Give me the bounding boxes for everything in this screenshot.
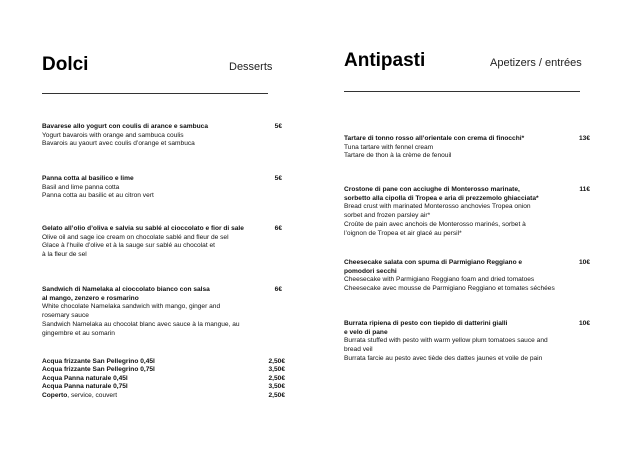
dessert-desc-fr: Bavarois au yaourt avec coulis d’orange et sambuca xyxy=(42,140,195,148)
drink-row xyxy=(42,358,285,366)
dessert-price: 6€ xyxy=(274,286,282,293)
cover-charge-extra: , service, couvert xyxy=(67,391,118,399)
dessert-desc-en: Yogurt bavarois with orange and sambuca coulis xyxy=(42,131,184,139)
dolci-title: Dolci xyxy=(42,54,89,75)
appetizer-price: 10€ xyxy=(578,259,590,266)
antipasti-divider xyxy=(344,91,580,92)
dessert-desc-fr: Panna cotta au basilic et au citron vert xyxy=(42,192,154,200)
dessert-desc-en: White chocolate Namelaka sandwich with mango, ginger and xyxy=(42,303,221,311)
drink-price: 2,50€ xyxy=(268,374,285,382)
dessert-desc-fr: Sandwich Namelaka au chocolat blanc avec sauce à la mangue, au xyxy=(42,320,240,328)
drink-name: Acqua Panna naturale 0,45l xyxy=(42,374,128,382)
appetizer-name: e velo di pane xyxy=(344,328,388,336)
dessert-name: Gelato all’olio d’oliva e salvia su sablé al cioccolato e fior di sale xyxy=(42,225,244,232)
dessert-item xyxy=(42,225,282,260)
appetizer-desc-en: Tuna tartare with fennel cream xyxy=(344,143,434,151)
appetizer-desc-fr: l’oignon de Tropea et air glacé au persil* xyxy=(344,229,462,237)
drink-name: Acqua Panna naturale 0,75l xyxy=(42,383,128,391)
drink-name: Coperto xyxy=(42,391,68,399)
dessert-desc-fr: gingembre et au somarin xyxy=(42,329,115,337)
appetizer-desc-en: bread veil xyxy=(344,346,373,354)
dessert-desc-en: Olive oil and sage ice cream on chocolate sablé and fleur de sel xyxy=(42,233,229,241)
dessert-name: al mango, zenzero e rosmarino xyxy=(42,294,139,302)
appetizer-name: Crostone di pane con acciughe di Monterosso marinate, xyxy=(344,186,520,193)
appetizer-price: 13€ xyxy=(578,135,590,142)
dolci-divider xyxy=(42,93,268,94)
appetizer-desc-en: sorbet and frozen parsley air* xyxy=(344,212,431,220)
appetizer-name: Tartare di tonno rosso all’orientale con crema di finocchi* xyxy=(344,135,525,142)
appetizer-desc-fr: Burrata farcie au pesto avec tiède des dattes jaunes et voile de pain xyxy=(344,354,543,362)
drink-row xyxy=(42,366,285,374)
antipasti-title: Antipasti xyxy=(344,50,426,71)
appetizer-name: sorbetto alla cipolla di Tropea e aria di prezzemolo ghiacciata* xyxy=(344,194,539,202)
appetizer-name: Cheesecake salata con spuma di Parmigiano Reggiano e xyxy=(344,259,523,266)
dessert-price: 6€ xyxy=(274,225,282,232)
appetizer-name: pomodori secchi xyxy=(344,267,397,275)
dessert-desc-fr: à la fleur de sel xyxy=(42,251,87,259)
appetizer-desc-en: Bread crust with marinated Monterosso anchovies Tropea onion xyxy=(344,203,531,211)
appetizer-name: Burrata ripiena di pesto con tiepido di datterini gialli xyxy=(344,320,508,327)
drink-name: Acqua frizzante San Pellegrino 0,45l xyxy=(42,358,155,365)
drink-price: 2,50€ xyxy=(268,391,285,399)
dessert-desc-en: Basil and lime panna cotta xyxy=(42,183,120,191)
cover-charge-row xyxy=(42,392,285,400)
dessert-desc-fr: Glace à l’huile d’olive et à la sauge sur sablé au chocolat et xyxy=(42,242,216,250)
appetizer-desc-fr: Croûte de pain avec anchois de Monterosso marinés, sorbet à xyxy=(344,220,526,228)
appetizer-desc-en: Burrata stuffed with pesto with warm yellow plum tomatoes sauce and xyxy=(344,337,548,345)
appetizer-item xyxy=(344,259,590,294)
drink-price: 3,50€ xyxy=(268,366,285,374)
drink-price: 2,50€ xyxy=(268,358,285,365)
dessert-name: Panna cotta al basilico e lime xyxy=(42,175,134,182)
drink-row xyxy=(42,383,285,391)
dessert-name: Sandwich di Namelaka al cioccolato bianco con salsa xyxy=(42,286,210,293)
appetizer-price: 11€ xyxy=(579,186,590,193)
drinks-list xyxy=(42,358,285,400)
drink-price: 3,50€ xyxy=(268,383,285,391)
dessert-item xyxy=(42,175,282,201)
appetizer-item xyxy=(344,135,590,161)
drink-name: Acqua frizzante San Pellegrino 0,75l xyxy=(42,366,155,374)
drink-row xyxy=(42,375,285,383)
appetizer-desc-fr: Cheesecake avec mousse de Parmigiano Reggiano et tomates séchées xyxy=(344,285,555,293)
appetizer-item xyxy=(344,186,590,238)
dolci-subtitle: Desserts xyxy=(229,61,273,73)
dessert-name: Bavarese allo yogurt con coulis di arance e sambuca xyxy=(42,123,209,130)
dessert-price: 5€ xyxy=(274,123,282,130)
appetizer-desc-fr: Tartare de thon à la crème de fenouil xyxy=(344,152,452,160)
appetizer-item xyxy=(344,320,590,364)
dessert-item xyxy=(42,123,282,149)
appetizer-desc-en: Cheesecake with Parmigiano Reggiano foam and dried tomatoes xyxy=(344,276,535,284)
dessert-item xyxy=(42,286,282,338)
antipasti-subtitle: Apetizers / entrées xyxy=(490,57,582,69)
dessert-price: 5€ xyxy=(274,175,282,182)
appetizer-price: 10€ xyxy=(578,320,590,327)
dessert-desc-en: rosemary sauce xyxy=(42,312,89,320)
